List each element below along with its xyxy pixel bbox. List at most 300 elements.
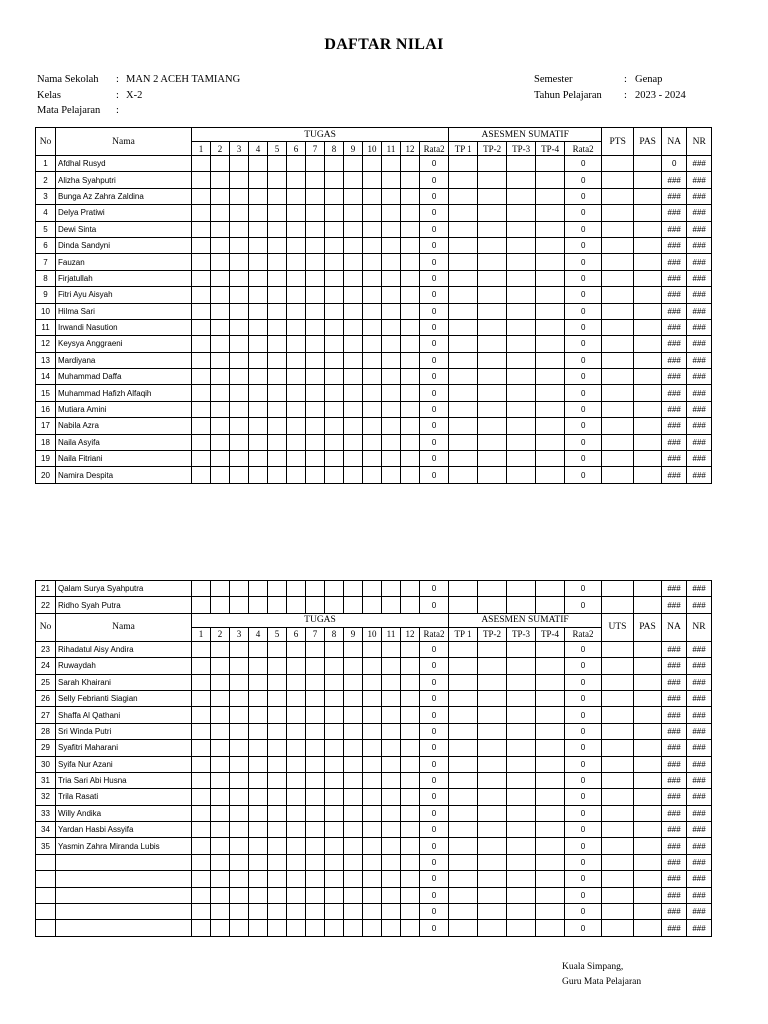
- tugas-cell: [325, 205, 344, 221]
- pas-cell: [634, 904, 662, 920]
- tugas-cell: [363, 401, 382, 417]
- tugas-cell: [268, 418, 287, 434]
- tugas-cell: [249, 352, 268, 368]
- tugas-cell: [211, 871, 230, 887]
- asesmen-rata2: 0: [565, 254, 602, 270]
- tugas-cell: [287, 920, 306, 936]
- header-nr: NR: [687, 128, 712, 156]
- tugas-cell: [382, 822, 401, 838]
- tugas-cell: [325, 772, 344, 788]
- na-cell: ###: [662, 805, 687, 821]
- na-cell: ###: [662, 707, 687, 723]
- pas-cell: [634, 205, 662, 221]
- asesmen-cell: [449, 188, 478, 204]
- tugas-cell: [306, 690, 325, 706]
- tugas-cell: [192, 756, 211, 772]
- tugas-cell: [192, 920, 211, 936]
- asesmen-cell: [536, 287, 565, 303]
- na-cell: ###: [662, 205, 687, 221]
- nr-cell: ###: [687, 756, 712, 772]
- na-cell: ###: [662, 418, 687, 434]
- tugas-cell: [382, 188, 401, 204]
- asesmen-rata2: 0: [565, 690, 602, 706]
- tugas-rata2: 0: [420, 707, 449, 723]
- tugas-cell: [268, 287, 287, 303]
- asesmen-cell: [507, 887, 536, 903]
- asesmen-rata2: 0: [565, 352, 602, 368]
- pas-cell: [634, 597, 662, 613]
- tugas-cell: [382, 467, 401, 483]
- na-cell: ###: [662, 887, 687, 903]
- tugas-cell: [192, 887, 211, 903]
- tugas-cell: [382, 156, 401, 172]
- pts-cell: [602, 597, 634, 613]
- tugas-cell: [287, 756, 306, 772]
- tugas-cell: [363, 156, 382, 172]
- asesmen-rata2: 0: [565, 920, 602, 936]
- tugas-cell: [306, 658, 325, 674]
- tugas-cell: [363, 385, 382, 401]
- info-value: X-2: [126, 89, 143, 101]
- tugas-cell: [230, 467, 249, 483]
- tugas-cell: [363, 871, 382, 887]
- asesmen-cell: [507, 385, 536, 401]
- header-tugas-col: 9: [344, 627, 363, 641]
- pas-cell: [634, 254, 662, 270]
- tugas-cell: [211, 401, 230, 417]
- asesmen-rata2: 0: [565, 904, 602, 920]
- tugas-cell: [382, 336, 401, 352]
- nr-cell: ###: [687, 352, 712, 368]
- tugas-cell: [287, 838, 306, 854]
- asesmen-cell: [449, 854, 478, 870]
- header-asesmen-col: TP-4: [536, 627, 565, 641]
- asesmen-cell: [449, 674, 478, 690]
- tugas-cell: [306, 385, 325, 401]
- pas-cell: [634, 581, 662, 597]
- nr-cell: ###: [687, 904, 712, 920]
- nr-cell: ###: [687, 205, 712, 221]
- header-na: NA: [662, 128, 687, 156]
- tugas-cell: [287, 434, 306, 450]
- tugas-cell: [401, 887, 420, 903]
- tugas-cell: [268, 707, 287, 723]
- na-cell: ###: [662, 401, 687, 417]
- header-asesmen-col: TP-3: [507, 627, 536, 641]
- asesmen-cell: [478, 270, 507, 286]
- tugas-cell: [192, 336, 211, 352]
- tugas-cell: [401, 871, 420, 887]
- asesmen-cell: [478, 805, 507, 821]
- tugas-rata2: 0: [420, 319, 449, 335]
- pts-cell: [602, 401, 634, 417]
- tugas-cell: [344, 401, 363, 417]
- header-tugas-col: 3: [230, 142, 249, 156]
- tugas-cell: [192, 188, 211, 204]
- tugas-cell: [287, 401, 306, 417]
- table-row: [36, 581, 712, 597]
- asesmen-cell: [449, 740, 478, 756]
- tugas-cell: [363, 658, 382, 674]
- nr-cell: ###: [687, 434, 712, 450]
- tugas-cell: [325, 352, 344, 368]
- tugas-cell: [230, 581, 249, 597]
- tugas-cell: [344, 385, 363, 401]
- tugas-cell: [325, 385, 344, 401]
- tugas-cell: [306, 871, 325, 887]
- tugas-cell: [249, 221, 268, 237]
- header-nr: NR: [687, 613, 712, 641]
- asesmen-rata2: 0: [565, 674, 602, 690]
- pas-cell: [634, 467, 662, 483]
- tugas-cell: [230, 920, 249, 936]
- tugas-cell: [192, 772, 211, 788]
- tugas-cell: [249, 237, 268, 253]
- tugas-cell: [249, 789, 268, 805]
- tugas-cell: [325, 871, 344, 887]
- pts-cell: [602, 756, 634, 772]
- tugas-rata2: 0: [420, 237, 449, 253]
- tugas-cell: [363, 188, 382, 204]
- tugas-cell: [401, 756, 420, 772]
- table-row: [36, 418, 712, 434]
- tugas-cell: [287, 805, 306, 821]
- tugas-cell: [268, 237, 287, 253]
- asesmen-cell: [478, 418, 507, 434]
- tugas-cell: [287, 221, 306, 237]
- tugas-cell: [401, 352, 420, 368]
- na-cell: ###: [662, 188, 687, 204]
- tugas-cell: [230, 237, 249, 253]
- tugas-cell: [192, 319, 211, 335]
- asesmen-cell: [536, 319, 565, 335]
- tugas-cell: [382, 401, 401, 417]
- asesmen-cell: [507, 172, 536, 188]
- nr-cell: ###: [687, 221, 712, 237]
- asesmen-rata2: 0: [565, 467, 602, 483]
- row-no: 20: [36, 467, 56, 483]
- header-tugas-col: 4: [249, 627, 268, 641]
- asesmen-rata2: 0: [565, 871, 602, 887]
- tugas-cell: [268, 740, 287, 756]
- tugas-cell: [249, 772, 268, 788]
- row-name: [56, 920, 192, 936]
- table-row: [36, 401, 712, 417]
- tugas-cell: [268, 581, 287, 597]
- row-name: Yardan Hasbi Assyifa: [56, 822, 192, 838]
- tugas-cell: [306, 287, 325, 303]
- tugas-cell: [306, 401, 325, 417]
- nr-cell: ###: [687, 467, 712, 483]
- asesmen-cell: [536, 369, 565, 385]
- asesmen-cell: [536, 887, 565, 903]
- tugas-cell: [211, 756, 230, 772]
- tugas-cell: [363, 270, 382, 286]
- row-name: Delya Pratiwi: [56, 205, 192, 221]
- info-colon: :: [116, 74, 119, 85]
- tugas-cell: [306, 597, 325, 613]
- tugas-cell: [325, 369, 344, 385]
- table-row: [36, 303, 712, 319]
- header-tugas-col: 3: [230, 627, 249, 641]
- asesmen-cell: [536, 467, 565, 483]
- asesmen-cell: [449, 641, 478, 657]
- tugas-cell: [268, 805, 287, 821]
- pts-cell: [602, 740, 634, 756]
- tugas-cell: [401, 789, 420, 805]
- asesmen-cell: [507, 237, 536, 253]
- tugas-cell: [363, 772, 382, 788]
- tugas-cell: [344, 270, 363, 286]
- tugas-cell: [249, 303, 268, 319]
- pts-cell: [602, 920, 634, 936]
- nr-cell: ###: [687, 887, 712, 903]
- tugas-cell: [249, 385, 268, 401]
- semester-info: [534, 72, 686, 103]
- tugas-cell: [382, 385, 401, 401]
- row-name: Nabila Azra: [56, 418, 192, 434]
- tugas-cell: [344, 434, 363, 450]
- table-row: [36, 756, 712, 772]
- pas-cell: [634, 270, 662, 286]
- tugas-cell: [287, 740, 306, 756]
- tugas-cell: [344, 707, 363, 723]
- asesmen-cell: [449, 920, 478, 936]
- tugas-rata2: 0: [420, 270, 449, 286]
- tugas-cell: [211, 434, 230, 450]
- asesmen-rata2: 0: [565, 434, 602, 450]
- tugas-cell: [382, 772, 401, 788]
- tugas-cell: [306, 303, 325, 319]
- pts-cell: [602, 188, 634, 204]
- tugas-cell: [325, 756, 344, 772]
- asesmen-cell: [507, 822, 536, 838]
- tugas-cell: [306, 854, 325, 870]
- pas-cell: [634, 188, 662, 204]
- tugas-cell: [192, 254, 211, 270]
- tugas-cell: [287, 418, 306, 434]
- table-row: [36, 641, 712, 657]
- asesmen-cell: [478, 287, 507, 303]
- tugas-cell: [211, 369, 230, 385]
- asesmen-cell: [536, 920, 565, 936]
- header-tugas-col: 7: [306, 142, 325, 156]
- table-row: [36, 172, 712, 188]
- pas-cell: [634, 690, 662, 706]
- tugas-cell: [287, 237, 306, 253]
- tugas-cell: [401, 707, 420, 723]
- pts-cell: [602, 707, 634, 723]
- asesmen-cell: [536, 904, 565, 920]
- tugas-cell: [230, 805, 249, 821]
- tugas-cell: [249, 641, 268, 657]
- asesmen-cell: [536, 740, 565, 756]
- row-name: Trila Rasati: [56, 789, 192, 805]
- tugas-cell: [268, 303, 287, 319]
- tugas-rata2: 0: [420, 254, 449, 270]
- tugas-cell: [401, 434, 420, 450]
- tugas-cell: [230, 254, 249, 270]
- tugas-cell: [287, 467, 306, 483]
- tugas-cell: [287, 854, 306, 870]
- asesmen-cell: [478, 237, 507, 253]
- asesmen-cell: [507, 156, 536, 172]
- na-cell: ###: [662, 789, 687, 805]
- tugas-cell: [325, 805, 344, 821]
- table-row: [36, 690, 712, 706]
- tugas-cell: [287, 690, 306, 706]
- tugas-rata2: 0: [420, 674, 449, 690]
- asesmen-cell: [507, 336, 536, 352]
- tugas-cell: [401, 319, 420, 335]
- row-name: [56, 871, 192, 887]
- row-no: 14: [36, 369, 56, 385]
- tugas-cell: [287, 172, 306, 188]
- tugas-cell: [382, 254, 401, 270]
- asesmen-cell: [478, 352, 507, 368]
- tugas-cell: [363, 319, 382, 335]
- na-cell: 0: [662, 156, 687, 172]
- tugas-cell: [287, 707, 306, 723]
- na-cell: ###: [662, 854, 687, 870]
- tugas-cell: [211, 418, 230, 434]
- tugas-rata2: 0: [420, 385, 449, 401]
- asesmen-cell: [507, 597, 536, 613]
- tugas-cell: [363, 336, 382, 352]
- pas-cell: [634, 772, 662, 788]
- header-tugas-col: 7: [306, 627, 325, 641]
- asesmen-cell: [507, 789, 536, 805]
- row-no: 12: [36, 336, 56, 352]
- na-cell: ###: [662, 221, 687, 237]
- row-no: 3: [36, 188, 56, 204]
- asesmen-cell: [478, 838, 507, 854]
- tugas-cell: [249, 920, 268, 936]
- tugas-cell: [268, 254, 287, 270]
- asesmen-cell: [478, 254, 507, 270]
- asesmen-cell: [536, 597, 565, 613]
- tugas-cell: [211, 740, 230, 756]
- tugas-cell: [344, 221, 363, 237]
- row-name: Mutiara Amini: [56, 401, 192, 417]
- header-tugas-col: 1: [192, 627, 211, 641]
- tugas-cell: [363, 707, 382, 723]
- footer-place: Kuala Simpang,: [562, 962, 624, 972]
- header-nama: Nama: [56, 613, 192, 641]
- row-name: Tria Sari Abi Husna: [56, 772, 192, 788]
- row-no: 24: [36, 658, 56, 674]
- tugas-cell: [287, 385, 306, 401]
- table-row: [36, 287, 712, 303]
- pas-cell: [634, 336, 662, 352]
- row-name: Naila Fitriani: [56, 451, 192, 467]
- row-name: Ridho Syah Putra: [56, 597, 192, 613]
- asesmen-cell: [507, 319, 536, 335]
- tugas-rata2: 0: [420, 789, 449, 805]
- info-label: Tahun Pelajaran: [534, 89, 602, 101]
- tugas-cell: [306, 352, 325, 368]
- pas-cell: [634, 887, 662, 903]
- tugas-cell: [306, 434, 325, 450]
- tugas-rata2: 0: [420, 920, 449, 936]
- tugas-cell: [268, 369, 287, 385]
- row-name: Hilma Sari: [56, 303, 192, 319]
- row-no: 15: [36, 385, 56, 401]
- tugas-cell: [306, 205, 325, 221]
- header-na: NA: [662, 613, 687, 641]
- tugas-cell: [306, 920, 325, 936]
- tugas-cell: [249, 401, 268, 417]
- tugas-cell: [249, 805, 268, 821]
- tugas-cell: [268, 641, 287, 657]
- tugas-cell: [268, 270, 287, 286]
- header-asesmen-col: TP-2: [478, 627, 507, 641]
- table-row: [36, 336, 712, 352]
- pts-cell: [602, 418, 634, 434]
- tugas-cell: [325, 822, 344, 838]
- tugas-cell: [287, 887, 306, 903]
- header-uts: UTS: [602, 613, 634, 641]
- tugas-cell: [230, 887, 249, 903]
- tugas-cell: [249, 887, 268, 903]
- school-info: [37, 72, 240, 119]
- tugas-cell: [363, 451, 382, 467]
- tugas-cell: [344, 740, 363, 756]
- pts-cell: [602, 336, 634, 352]
- info-colon: :: [116, 105, 119, 116]
- info-row-subject: [37, 103, 240, 119]
- asesmen-cell: [478, 319, 507, 335]
- tugas-cell: [230, 303, 249, 319]
- header-tugas-col: 8: [325, 627, 344, 641]
- asesmen-cell: [507, 674, 536, 690]
- tugas-cell: [401, 385, 420, 401]
- tugas-cell: [192, 303, 211, 319]
- asesmen-cell: [536, 772, 565, 788]
- pas-cell: [634, 401, 662, 417]
- tugas-cell: [287, 641, 306, 657]
- tugas-cell: [192, 690, 211, 706]
- tugas-cell: [230, 156, 249, 172]
- pts-cell: [602, 270, 634, 286]
- nr-cell: ###: [687, 674, 712, 690]
- na-cell: ###: [662, 772, 687, 788]
- tugas-cell: [230, 838, 249, 854]
- tugas-cell: [249, 674, 268, 690]
- asesmen-cell: [536, 707, 565, 723]
- na-cell: ###: [662, 237, 687, 253]
- row-no: 28: [36, 723, 56, 739]
- nr-cell: ###: [687, 188, 712, 204]
- tugas-rata2: 0: [420, 658, 449, 674]
- row-name: Sri Winda Putri: [56, 723, 192, 739]
- asesmen-rata2: 0: [565, 740, 602, 756]
- tugas-cell: [249, 418, 268, 434]
- tugas-cell: [268, 188, 287, 204]
- row-name: Shaffa Al Qathani: [56, 707, 192, 723]
- tugas-cell: [211, 156, 230, 172]
- row-no: 5: [36, 221, 56, 237]
- row-name: Rihadatul Aisy Andira: [56, 641, 192, 657]
- header-tugas: TUGAS: [192, 613, 449, 627]
- asesmen-cell: [507, 658, 536, 674]
- row-no: 2: [36, 172, 56, 188]
- asesmen-cell: [449, 369, 478, 385]
- na-cell: ###: [662, 434, 687, 450]
- footer-role: Guru Mata Pelajaran: [562, 976, 642, 987]
- asesmen-cell: [449, 434, 478, 450]
- tugas-cell: [268, 205, 287, 221]
